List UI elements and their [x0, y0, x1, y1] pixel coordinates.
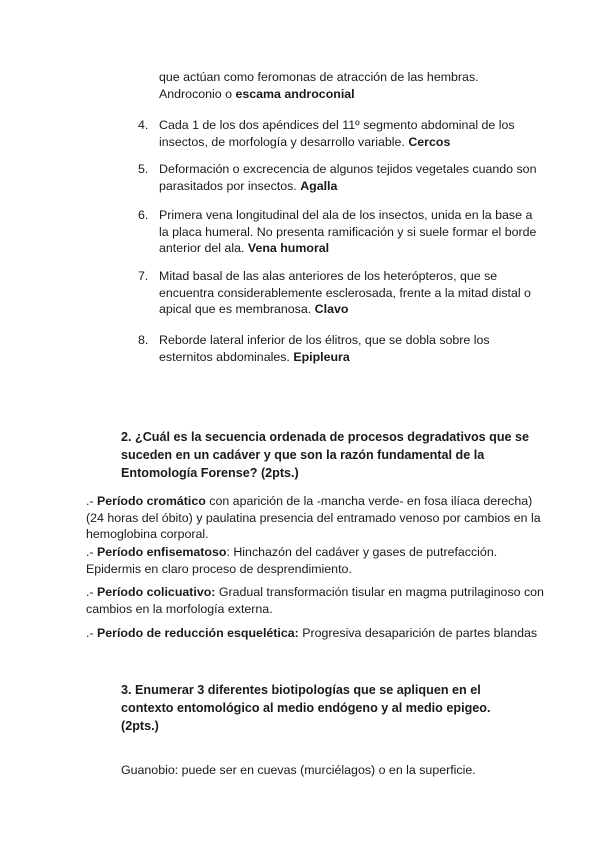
term: Clavo — [314, 302, 349, 316]
answer-text: Progresiva desaparición de partes blandas — [298, 626, 538, 640]
definition-text: Deformación o excrecencia de algunos tejidos vegetales cuando son parasitados por insectos. — [159, 162, 537, 193]
definition-text: Cada 1 de los dos apéndices del 11º segmento abdominal de los insectos, de morfología y desarrollo variable. — [159, 118, 515, 149]
list-number: 5. — [138, 162, 149, 176]
definition-text: Primera vena longitudinal del ala de los insectos, unida en la base a la placa humeral. No presenta ramificación y si suele formar el borde anterior del ala. — [159, 208, 537, 255]
answer-term: Período de reducción esquelética: — [97, 626, 299, 640]
term: Epipleura — [293, 349, 350, 364]
definition-text: Mitad basal de las alas anteriores de los heterópteros, que se encuentra considerablemente esclerosada, frente a la mitad distal o apical que es membranosa. — [159, 269, 531, 316]
list-number: 7. — [138, 269, 149, 283]
answer-text: con aparición de la -mancha verde- en fosa ilíaca derecha) (24 horas del óbito) y paulatina presencia del entramado venoso por cambios en la hemoglobina corporal. — [86, 494, 541, 541]
answer-prefix: .- — [86, 545, 98, 559]
continuation-term: escama androconial — [235, 86, 355, 101]
answer-term: Período colicuativo: — [97, 585, 216, 599]
list-item-7 — [138, 268, 538, 318]
answer-prefix: .- — [86, 585, 98, 599]
answer-prefix: .- — [86, 494, 98, 508]
continuation-text: que actúan como feromonas de atracción de las hembras. Androconio o — [159, 70, 479, 101]
term: Cercos — [408, 134, 451, 149]
list-item-6 — [138, 207, 538, 257]
list-item-8 — [138, 332, 538, 365]
answer-text: : Hinchazón del cadáver y gases de putrefacción. Epidermis en claro proceso de desprendimiento. — [86, 545, 498, 576]
list-number: 4. — [138, 118, 149, 132]
term: Vena humoral — [247, 241, 330, 255]
question-2-heading: 2. ¿Cuál es la secuencia ordenada de procesos degradativos que se suceden en un cadáver y que son la razón fundamental de la Entomología Forense? (2pts.) — [121, 430, 530, 480]
term: Agalla — [300, 178, 338, 193]
list-number: 6. — [138, 208, 149, 222]
answer-guanobio: Guanobio: puede ser en cuevas (murciélagos) o en la superficie. — [121, 763, 476, 777]
answer-periodo-cromatico — [86, 493, 546, 543]
answer-term: Período cromático — [97, 494, 206, 508]
definition-text: Reborde lateral inferior de los élitros, que se dobla sobre los esternitos abdominales. — [159, 333, 490, 364]
question-3-heading: 3. Enumerar 3 diferentes biotipologías que se apliquen en el contexto entomológico al medio endógeno y al medio epigeo. (2pts.) — [121, 683, 491, 733]
answer-periodo-enfisematoso — [86, 544, 546, 577]
list-item-5 — [138, 161, 538, 194]
answer-periodo-colicuativo — [86, 584, 546, 617]
answer-term: Período enfisematoso — [97, 545, 227, 559]
answer-text: Gradual transformación tisular en magma putrilaginoso con cambios en la morfología externa. — [86, 585, 544, 616]
list-item-continuation — [159, 69, 539, 102]
list-item-4 — [138, 117, 538, 150]
answer-prefix: .- — [86, 626, 98, 640]
answer-periodo-reduccion-esqueletica — [86, 625, 546, 642]
list-number: 8. — [138, 333, 149, 347]
